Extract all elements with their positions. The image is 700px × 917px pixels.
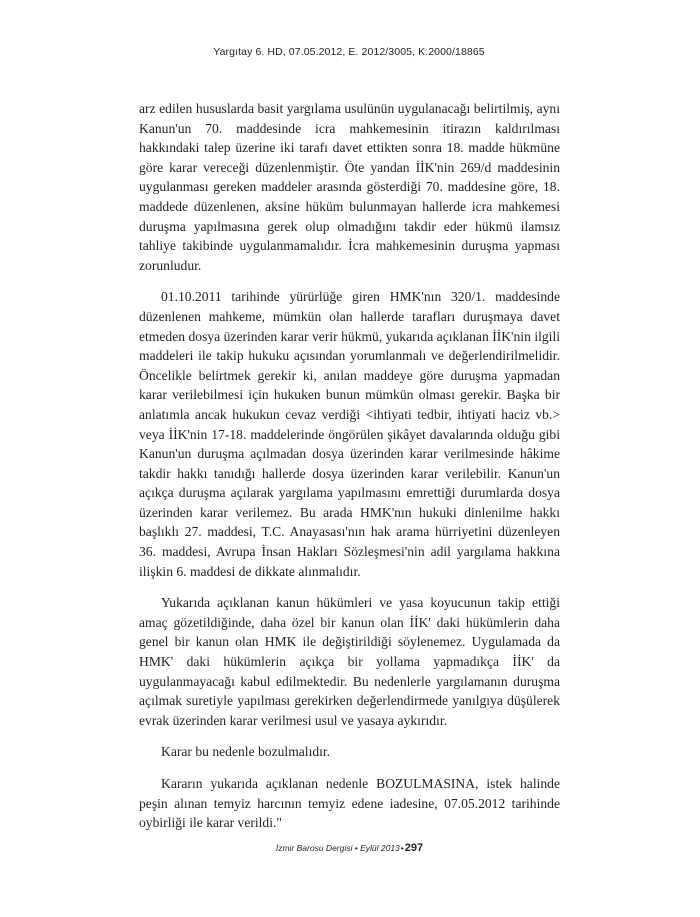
running-footer (139, 838, 560, 856)
footer-bullet: • (400, 843, 404, 853)
paragraph-hmk-320: 01.10.2011 tarihinde yürürlüğe giren HMK'nın 320/1. maddesinde düzenlenen mahkeme, mümkün olan hallerde tarafları duruşmaya davet etmeden dosya üzerinden karar verir hükmü, yukarıda açıklanan İİK'nin ilgili maddeleri ile takip hukuku açısından yorumlanmalı ve değerlendirilmelidir. Öncelikle belirtmek gerekir ki, anılan maddeye göre duruşma yapmadan karar verilebilmesi için hukuken bunun mümkün olması gerekir. Başka bir anlatımla ancak hukukun cevaz verdiği <ihtiyati tedbir, ihtiyati haciz vb.> veya İİK'nin 17-18. maddelerinde öngörülen şikâyet davalarında olduğu gibi Kanun'un duruşma açılmadan dosya üzerinden karar verilmesinde hâkime takdir hakkı tanıdığı hallerde dosya üzerinden karar verilebilir. Kanun'un açıkça duruşma açılarak yargılama yapılmasını emrettiği durumlarda dosya üzerinden karar verilemez. Bu arada HMK'nın hukuki dinlenilme hakkı başlıklı 27. maddesi, T.C. Anayasası'nın hak arama hürriyetini düzenleyen 36. maddesi, Avrupa İnsan Hakları Sözleşmesi'nin adil yargılama hakkına ilişkin 6. maddesi de dikkate alınmalıdır. (139, 289, 560, 579)
running-header-citation: Yargıtay 6. HD, 07.05.2012, E. 2012/3005, K.2000/18865 (213, 46, 485, 58)
body-text (139, 99, 560, 845)
paragraph-iik-vs-hmk: Yukarıda açıklanan kanun hükümleri ve yasa koyucunun takip ettiği amaç gözetildiğinde, daha özel bir kanun olan İİK' daki hükümlerin daha genel bir kanun olan HMK ile değiştirildiği söylenemez. Uygulamada da HMK' daki hükümlerin açıkça bir yollama yapmadıkça İİK' da uygulanmayacağı kabul edilmektedir. Bu nedenlerle yargılamanın duruşma açılmak suretiyle yapılması gerekirken değerlendirmede yanılgıya düşülerek evrak üzerinden karar verilmesi usul ve yasaya aykırıdır. (139, 595, 560, 728)
paragraph-decision-reversal: Karar bu nedenle bozulmalıdır. (161, 744, 331, 760)
paragraph-verdict: Kararın yukarıda açıklanan nedenle BOZULMASINA, istek halinde peşin alınan temyiz harcının temyiz edene iadesine, 07.05.2012 tarihinde oybirliği ile karar verildi." (139, 776, 560, 831)
journal-name: İzmir Barosu Dergisi • Eylül 2013 (275, 843, 400, 853)
paragraph-continuation: arz edilen hususlarda basit yargılama usulünün uygulanacağı belirtilmiş, aynı Kanun'un 70. maddesinde icra mahkemesinin itirazın kaldırılması hakkındaki talep üzerine iki tarafı davet ettikten sonra 18. madde hükmüne göre karar vereceği düzenlenmiştir. Öte yandan İİK'nin 269/d maddesinin uygulanması gereken maddeler arasında gösterdiği 70. maddesine göre, 18. maddede düzenlenen, aksine hüküm bulunmayan hallerde icra mahkemesi duruşma yapılmasına gerek olup olmadığını takdir eder hükmü ilamsız tahliye takibinde uygulanmamalıdır. İcra mahkemesinin duruşma yapması zorunludur. (139, 101, 560, 273)
page-number: 297 (404, 842, 424, 854)
